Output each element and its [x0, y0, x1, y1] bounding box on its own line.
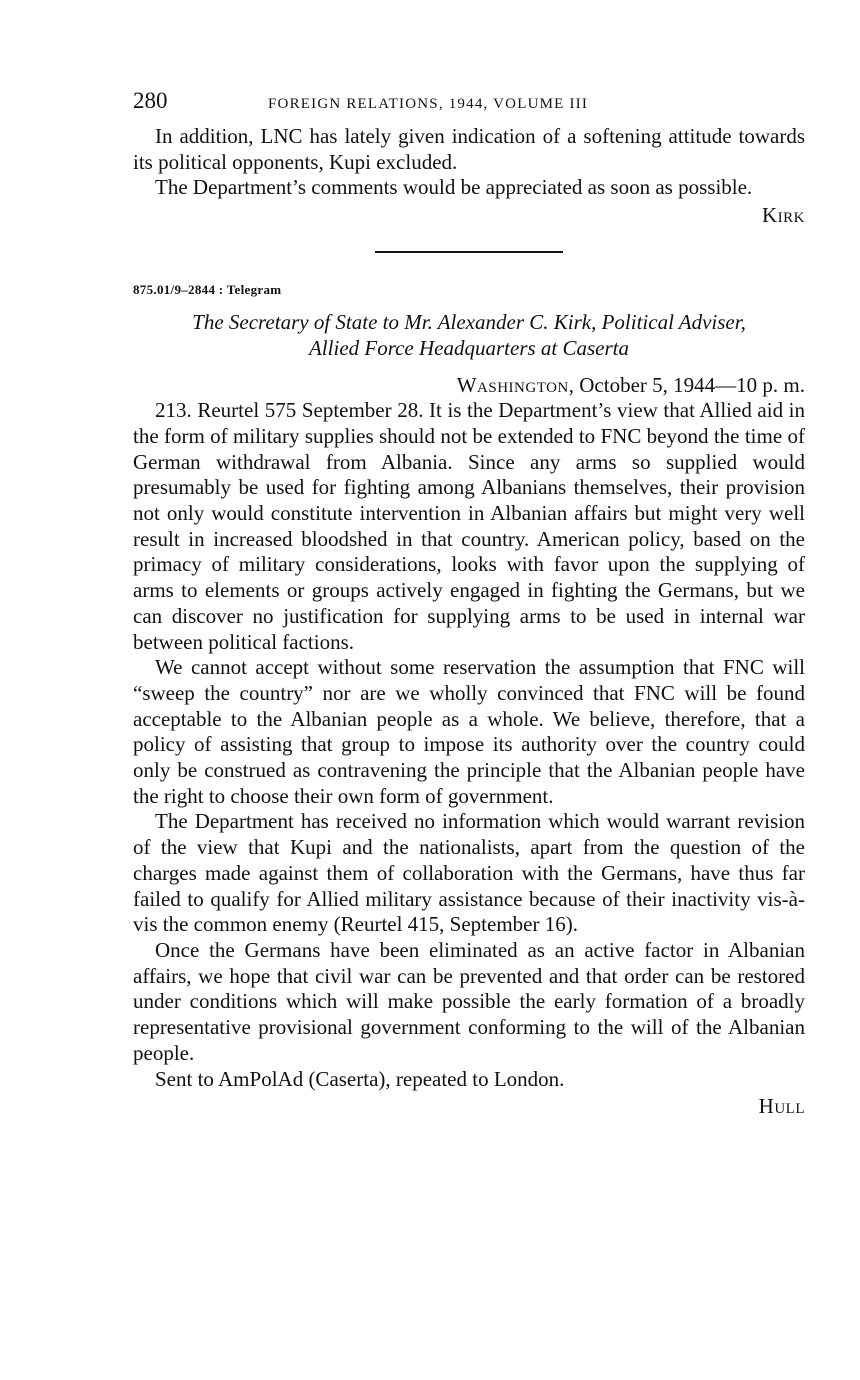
file-reference: 875.01/9–2844 : Telegram — [133, 281, 282, 297]
signature-hull: Hull — [758, 1094, 805, 1119]
paragraph: We cannot accept without some reservation the assumption that FNC will “sweep the country” nor are we wholly convinced that FNC will be found acceptable to the Albanian people as a whole. We believe, therefore, that a policy of assisting that group to impose its authority over the country could only be construed as contravening the principle that the Albanian people have the right to choose their own form of government. — [133, 655, 805, 808]
dateline-date: , October 5, 1944—10 p. m. — [568, 372, 805, 397]
paragraph: Sent to AmPolAd (Caserta), repeated to London. — [155, 1066, 565, 1091]
paragraph: 213. Reurtel 575 September 28. It is the Department’s view that Allied aid in the form of military supplies should not be extended to FNC beyond the time of German withdrawal from Albania. Since any arms so supplied would presumably be used for fighting among Albanians themselves, their provision not only would constitute intervention in Albanian affairs but might very well result in increased bloodshed in that country. American policy, based on the primacy of military considerations, looks with favor upon the supplying of arms to elements or groups actively engaged in fighting the Germans, but we can discover no justification for supplying arms to be used in internal war between political factions. — [133, 398, 805, 654]
section-divider — [375, 251, 563, 253]
document-page — [133, 88, 805, 1120]
paragraph: Once the Germans have been eliminated as an active factor in Albanian affairs, we hope that civil war can be prevented and that order can be restored under conditions which will make possible the early formation of a broadly representative provisional government conforming to the will of the Albanian people. — [133, 937, 805, 1065]
paragraph: The Department’s comments would be appreciated as soon as possible. — [155, 175, 753, 200]
dateline-place: Washington — [456, 372, 569, 397]
title-line: Allied Force Headquarters at Caserta — [308, 335, 629, 360]
page-header — [133, 88, 805, 124]
dateline — [133, 373, 805, 399]
paragraph: In addition, LNC has lately given indication of a softening attitude towards its political opponents, Kupi excluded. — [133, 124, 805, 174]
page-number: 280 — [133, 88, 168, 113]
title-line: The Secretary of State to Mr. Alexander C. Kirk, Political Adviser, — [192, 309, 746, 334]
paragraph: The Department has received no information which would warrant revision of the view that Kupi and the nationalists, apart from the question of the charges made against them of collaboration with the Germans, have thus far failed to qualify for Allied military assistance because of their inactivity vis-à-vis the common enemy (Reurtel 415, September 16). — [133, 809, 805, 937]
document-title — [133, 309, 805, 361]
signature-kirk: Kirk — [762, 203, 805, 228]
running-head: FOREIGN RELATIONS, 1944, VOLUME III — [268, 96, 589, 112]
